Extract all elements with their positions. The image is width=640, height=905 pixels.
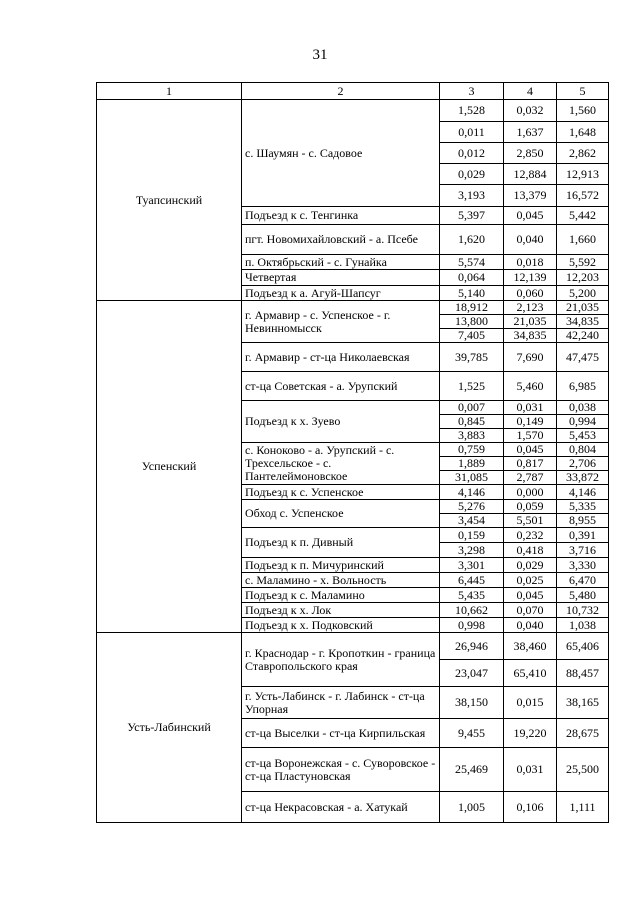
start-km-cell: 5,276 — [440, 500, 504, 514]
table-row — [97, 633, 609, 660]
road-name: с. Маламино - х. Вольность — [242, 573, 440, 588]
length-km-cell: 33,872 — [557, 471, 609, 485]
start-km-cell: 26,946 — [440, 633, 504, 660]
start-km-cell: 6,445 — [440, 573, 504, 588]
table-row — [97, 301, 609, 315]
table-row — [97, 100, 609, 122]
end-km-cell: 19,220 — [504, 719, 557, 748]
length-km-cell: 6,470 — [557, 573, 609, 588]
length-km-cell: 65,406 — [557, 633, 609, 660]
start-km-cell: 3,298 — [440, 543, 504, 558]
road-name: Подъезд к х. Зуево — [242, 401, 440, 443]
end-km-cell: 0,045 — [504, 207, 557, 225]
end-km-cell: 0,000 — [504, 485, 557, 500]
start-km-cell: 3,193 — [440, 185, 504, 207]
end-km-cell: 0,232 — [504, 528, 557, 543]
road-name: с. Коноково - а. Урупский - с. Трехсельское - с. Пантелеймоновское — [242, 443, 440, 485]
start-km-cell: 13,800 — [440, 315, 504, 329]
length-km-cell: 3,330 — [557, 558, 609, 573]
length-km-cell: 21,035 — [557, 301, 609, 315]
start-km-cell: 5,140 — [440, 286, 504, 301]
end-km-cell: 0,025 — [504, 573, 557, 588]
road-name: Четвертая — [242, 270, 440, 286]
end-km-cell: 0,032 — [504, 100, 557, 122]
column-header-3: 3 — [440, 83, 504, 100]
length-km-cell: 1,560 — [557, 100, 609, 122]
start-km-cell: 0,845 — [440, 415, 504, 429]
length-km-cell: 1,648 — [557, 122, 609, 143]
start-km-cell: 0,159 — [440, 528, 504, 543]
road-name: г. Краснодар - г. Кропоткин - граница Ставропольского края — [242, 633, 440, 687]
page-number: 31 — [312, 47, 328, 63]
end-km-cell: 0,015 — [504, 687, 557, 719]
length-km-cell: 5,200 — [557, 286, 609, 301]
end-km-cell: 2,123 — [504, 301, 557, 315]
end-km-cell: 0,018 — [504, 255, 557, 270]
start-km-cell: 1,620 — [440, 225, 504, 255]
end-km-cell: 65,410 — [504, 660, 557, 687]
end-km-cell: 0,817 — [504, 457, 557, 471]
start-km-cell: 0,759 — [440, 443, 504, 457]
road-name: с. Шаумян - с. Садовое — [242, 100, 440, 207]
road-name: Подъезд к п. Дивный — [242, 528, 440, 558]
start-km-cell: 5,397 — [440, 207, 504, 225]
end-km-cell: 12,139 — [504, 270, 557, 286]
start-km-cell: 7,405 — [440, 329, 504, 343]
length-km-cell: 2,706 — [557, 457, 609, 471]
end-km-cell: 0,040 — [504, 618, 557, 633]
road-name: Подъезд к с. Успенское — [242, 485, 440, 500]
length-km-cell: 0,391 — [557, 528, 609, 543]
road-name: Подъезд к п. Мичуринский — [242, 558, 440, 573]
length-km-cell: 1,038 — [557, 618, 609, 633]
end-km-cell: 0,031 — [504, 401, 557, 415]
length-km-cell: 88,457 — [557, 660, 609, 687]
start-km-cell: 0,998 — [440, 618, 504, 633]
end-km-cell: 0,070 — [504, 603, 557, 618]
end-km-cell: 2,787 — [504, 471, 557, 485]
end-km-cell: 1,570 — [504, 429, 557, 443]
length-km-cell: 5,453 — [557, 429, 609, 443]
road-name: Подъезд к с. Маламино — [242, 588, 440, 603]
length-km-cell: 12,203 — [557, 270, 609, 286]
road-name: п. Октябрьский - с. Гунайка — [242, 255, 440, 270]
length-km-cell: 6,985 — [557, 372, 609, 401]
start-km-cell: 0,029 — [440, 164, 504, 185]
district-name: Успенский — [97, 301, 242, 633]
end-km-cell: 0,106 — [504, 792, 557, 823]
start-km-cell: 25,469 — [440, 748, 504, 792]
end-km-cell: 0,060 — [504, 286, 557, 301]
header-row — [97, 83, 609, 100]
end-km-cell: 1,637 — [504, 122, 557, 143]
start-km-cell: 5,574 — [440, 255, 504, 270]
district-name: Туапсинский — [97, 100, 242, 301]
length-km-cell: 25,500 — [557, 748, 609, 792]
road-name: Обход с. Успенское — [242, 500, 440, 528]
end-km-cell: 0,149 — [504, 415, 557, 429]
length-km-cell: 5,442 — [557, 207, 609, 225]
length-km-cell: 10,732 — [557, 603, 609, 618]
road-name: ст-ца Некрасовская - а. Хатукай — [242, 792, 440, 823]
end-km-cell: 0,059 — [504, 500, 557, 514]
end-km-cell: 12,884 — [504, 164, 557, 185]
end-km-cell: 0,418 — [504, 543, 557, 558]
column-header-1: 1 — [97, 83, 242, 100]
end-km-cell: 13,379 — [504, 185, 557, 207]
road-name: ст-ца Советская - а. Урупский — [242, 372, 440, 401]
length-km-cell: 5,592 — [557, 255, 609, 270]
end-km-cell: 34,835 — [504, 329, 557, 343]
start-km-cell: 38,150 — [440, 687, 504, 719]
start-km-cell: 4,146 — [440, 485, 504, 500]
length-km-cell: 2,862 — [557, 143, 609, 164]
end-km-cell: 7,690 — [504, 343, 557, 372]
end-km-cell: 38,460 — [504, 633, 557, 660]
column-header-5: 5 — [557, 83, 609, 100]
road-name: пгт. Новомихайловский - а. Псебе — [242, 225, 440, 255]
start-km-cell: 5,435 — [440, 588, 504, 603]
start-km-cell: 3,883 — [440, 429, 504, 443]
start-km-cell: 0,012 — [440, 143, 504, 164]
start-km-cell: 39,785 — [440, 343, 504, 372]
start-km-cell: 31,085 — [440, 471, 504, 485]
start-km-cell: 1,005 — [440, 792, 504, 823]
road-name: Подъезд к а. Агуй-Шапсуг — [242, 286, 440, 301]
length-km-cell: 0,994 — [557, 415, 609, 429]
end-km-cell: 0,045 — [504, 588, 557, 603]
length-km-cell: 47,475 — [557, 343, 609, 372]
length-km-cell: 16,572 — [557, 185, 609, 207]
end-km-cell: 2,850 — [504, 143, 557, 164]
end-km-cell: 0,040 — [504, 225, 557, 255]
road-name: Подъезд к с. Тенгинка — [242, 207, 440, 225]
end-km-cell: 0,045 — [504, 443, 557, 457]
start-km-cell: 1,525 — [440, 372, 504, 401]
end-km-cell: 5,501 — [504, 514, 557, 528]
district-name: Усть-Лабинский — [97, 633, 242, 823]
column-header-2: 2 — [242, 83, 440, 100]
end-km-cell: 5,460 — [504, 372, 557, 401]
road-name: г. Усть-Лабинск - г. Лабинск - ст-ца Упорная — [242, 687, 440, 719]
start-km-cell: 3,454 — [440, 514, 504, 528]
end-km-cell: 0,029 — [504, 558, 557, 573]
road-name: ст-ца Воронежская - с. Суворовское - ст-ца Пластуновская — [242, 748, 440, 792]
start-km-cell: 1,528 — [440, 100, 504, 122]
road-name: Подъезд к х. Лок — [242, 603, 440, 618]
length-km-cell: 5,480 — [557, 588, 609, 603]
length-km-cell: 3,716 — [557, 543, 609, 558]
length-km-cell: 5,335 — [557, 500, 609, 514]
road-name: Подъезд к х. Подковский — [242, 618, 440, 633]
start-km-cell: 9,455 — [440, 719, 504, 748]
start-km-cell: 3,301 — [440, 558, 504, 573]
road-name: ст-ца Выселки - ст-ца Кирпильская — [242, 719, 440, 748]
length-km-cell: 8,955 — [557, 514, 609, 528]
start-km-cell: 0,011 — [440, 122, 504, 143]
road-name: г. Армавир - ст-ца Николаевская — [242, 343, 440, 372]
start-km-cell: 1,889 — [440, 457, 504, 471]
length-km-cell: 28,675 — [557, 719, 609, 748]
start-km-cell: 23,047 — [440, 660, 504, 687]
length-km-cell: 12,913 — [557, 164, 609, 185]
length-km-cell: 4,146 — [557, 485, 609, 500]
start-km-cell: 0,064 — [440, 270, 504, 286]
start-km-cell: 18,912 — [440, 301, 504, 315]
length-km-cell: 0,038 — [557, 401, 609, 415]
length-km-cell: 0,804 — [557, 443, 609, 457]
start-km-cell: 10,662 — [440, 603, 504, 618]
end-km-cell: 21,035 — [504, 315, 557, 329]
roads-table — [96, 82, 609, 823]
length-km-cell: 34,835 — [557, 315, 609, 329]
end-km-cell: 0,031 — [504, 748, 557, 792]
length-km-cell: 1,660 — [557, 225, 609, 255]
road-name: г. Армавир - с. Успенское - г. Невинномысск — [242, 301, 440, 343]
start-km-cell: 0,007 — [440, 401, 504, 415]
column-header-4: 4 — [504, 83, 557, 100]
length-km-cell: 38,165 — [557, 687, 609, 719]
length-km-cell: 42,240 — [557, 329, 609, 343]
length-km-cell: 1,111 — [557, 792, 609, 823]
